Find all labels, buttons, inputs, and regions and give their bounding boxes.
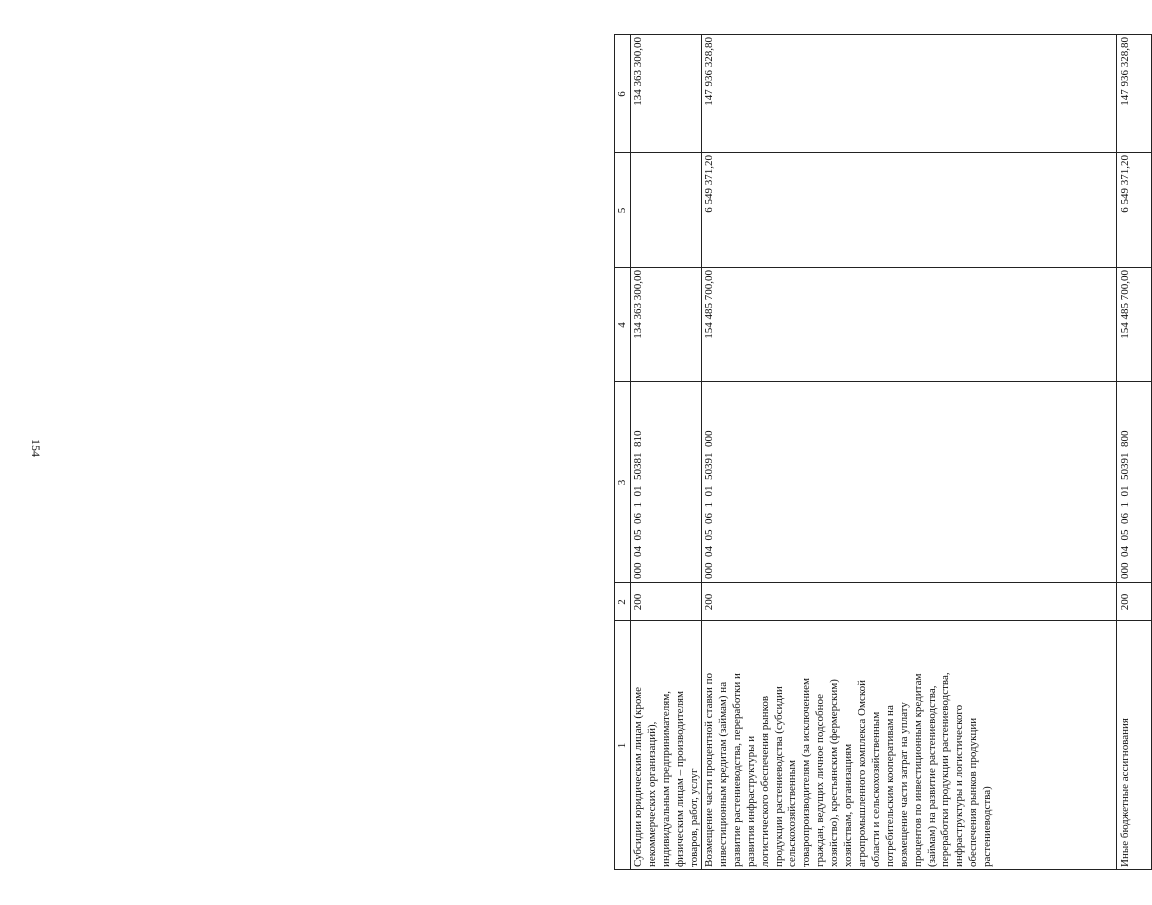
row-1-name-line: индивидуальным предпринимателям, — [659, 691, 672, 867]
row-2-name-line: инвестиционным кредитам (займам) на — [716, 681, 729, 867]
row-2-name-line: потребительским кооперативам на — [883, 705, 896, 867]
column-header-1: 1 — [616, 742, 628, 749]
row-1-name-line: товаров, работ, услуг — [687, 768, 700, 867]
row-2-code: 000 04 05 06 1 01 50391 000 — [703, 430, 715, 579]
row-3-name — [1119, 622, 1133, 867]
row-2-name-line: граждан, ведущих личное подсобное — [814, 693, 827, 867]
table-rule — [614, 267, 1152, 268]
row-2-name-line: хозяйствам, организациям — [842, 743, 855, 867]
row-2-name — [703, 622, 995, 867]
row-1-code: 000 04 05 06 1 01 50381 810 — [632, 430, 644, 579]
row-2-name-line: товаропроизводителям (за исключением — [800, 677, 813, 867]
column-header-2: 2 — [616, 599, 628, 605]
row-3-ministry: 200 — [1119, 593, 1131, 611]
table-rule — [1116, 34, 1117, 870]
row-3-code: 000 04 05 06 1 01 50391 800 — [1119, 430, 1131, 579]
row-1-name — [632, 622, 702, 867]
column-header-4: 4 — [616, 322, 628, 328]
table-rule — [614, 152, 1152, 153]
row-2-name-line: обеспечения рынков продукции — [967, 717, 980, 867]
row-2-total: 147 936 328,80 — [703, 37, 715, 106]
row-2-name-line: Возмещение части процентной ставки по — [703, 672, 715, 867]
row-1-plan: 134 363 300,00 — [632, 270, 644, 339]
row-2-name-line: агропромышленного комплекса Омской — [855, 680, 868, 867]
budget-table — [614, 34, 1152, 870]
row-2-name-line: растениеводства) — [981, 786, 994, 867]
row-2-name-line: (займам) на развитие растениеводства, — [925, 685, 938, 867]
row-2-name-line: хозяйство), крестьянским (фермерским) — [828, 679, 841, 867]
column-header-5: 5 — [616, 207, 628, 214]
column-header-6: 6 — [616, 91, 628, 97]
column-header-3: 3 — [616, 479, 628, 486]
table-rule — [614, 620, 1152, 621]
row-2-change: 6 549 371,20 — [703, 155, 715, 213]
row-2-ministry: 200 — [703, 593, 715, 611]
row-2-name-line: продукции растениеводства (субсидии — [772, 686, 785, 867]
row-2-name-line: области и сельскохозяйственным — [869, 711, 882, 867]
row-2-name-line: инфраструктуры и логистического — [953, 704, 966, 867]
row-3-name-line: Иные бюджетные ассигнования — [1119, 718, 1131, 867]
row-3-change: 6 549 371,20 — [1119, 155, 1131, 213]
table-rule — [614, 34, 1152, 35]
row-1-total: 134 363 300,00 — [632, 37, 644, 106]
table-rule — [614, 582, 1152, 583]
page-number: 154 — [29, 439, 43, 457]
row-1-name-line: Субсидии юридическим лицам (кроме — [632, 686, 644, 867]
row-2-name-line: развитие растениеводства, переработки и — [730, 673, 743, 867]
row-2-name-line: процентов по инвестиционным кредитам — [911, 673, 924, 867]
table-rule — [614, 381, 1152, 382]
row-2-name-line: логистического обеспечения рынков — [758, 695, 771, 867]
row-2-name-line: развития инфраструктуры и — [744, 735, 757, 867]
row-1-name-line: физическим лицам – производителям — [673, 691, 686, 867]
table-rule — [614, 869, 1152, 870]
row-2-name-line: возмещение части затрат на уплату — [897, 702, 910, 867]
row-3-total: 147 936 328,80 — [1119, 37, 1131, 106]
row-2-plan: 154 485 700,00 — [703, 270, 715, 339]
row-2-name-line: сельскохозяйственным — [786, 760, 799, 867]
row-2-name-line: переработки продукции растениеводства, — [939, 672, 952, 867]
row-3-plan: 154 485 700,00 — [1119, 270, 1131, 339]
table-rule — [630, 34, 631, 870]
row-1-name-line: некоммерческих организаций), — [645, 721, 658, 867]
row-1-ministry: 200 — [632, 593, 644, 611]
